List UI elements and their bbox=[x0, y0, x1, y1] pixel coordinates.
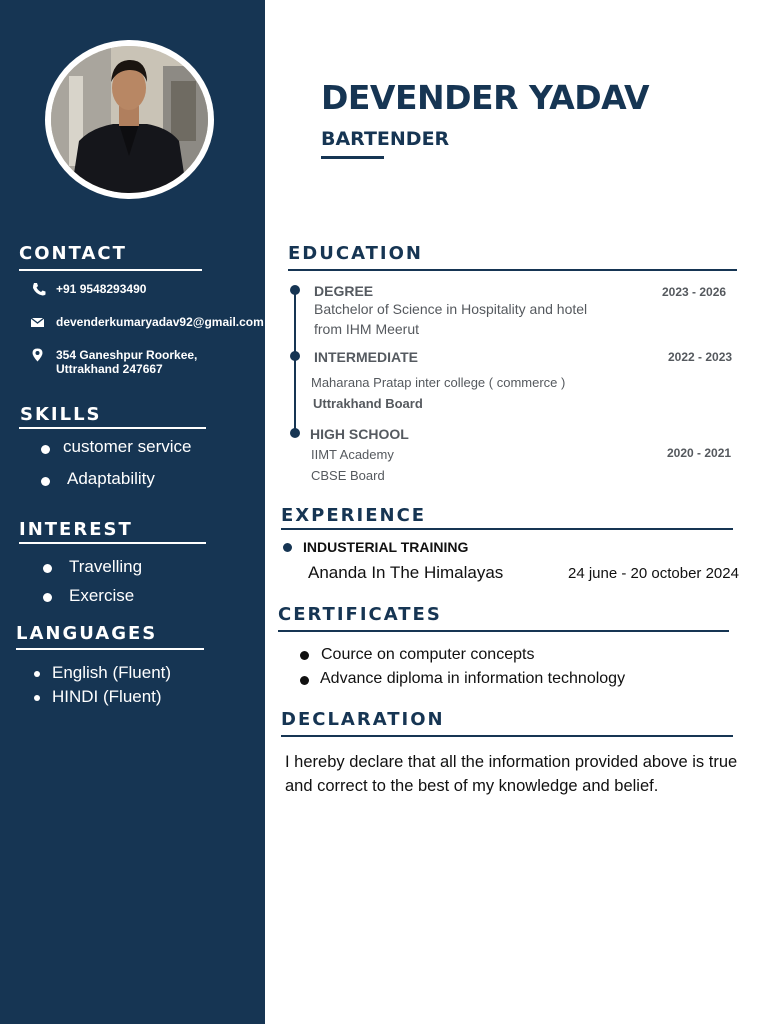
edu-intermediate-title: INTERMEDIATE bbox=[314, 349, 418, 365]
skills-heading: SKILLS bbox=[20, 404, 102, 425]
certificate-item: Cource on computer concepts bbox=[321, 646, 535, 663]
address-line-2: Uttrakhand 247667 bbox=[56, 362, 163, 376]
contact-divider bbox=[19, 269, 202, 271]
edu-intermediate-line-2: Uttrakhand Board bbox=[313, 396, 423, 411]
contact-heading: CONTACT bbox=[19, 243, 127, 264]
profile-photo bbox=[51, 46, 208, 193]
edu-degree-title: DEGREE bbox=[314, 283, 374, 299]
address-text bbox=[56, 348, 197, 376]
edu-degree-line-2: from IHM Meerut bbox=[314, 321, 420, 337]
edu-highschool-years: 2020 - 2021 bbox=[667, 446, 732, 460]
bullet-dot bbox=[34, 695, 40, 701]
experience-title: INDUSTERIAL TRAINING bbox=[303, 539, 469, 555]
certificates-heading: CERTIFICATES bbox=[278, 604, 442, 625]
contact-phone bbox=[30, 282, 146, 296]
location-pin-icon bbox=[30, 348, 48, 362]
edu-highschool-line-2: CBSE Board bbox=[311, 468, 385, 483]
skill-item: Adaptability bbox=[67, 469, 155, 489]
contact-address bbox=[30, 348, 197, 376]
full-name: DEVENDER YADAV bbox=[321, 78, 649, 117]
edu-intermediate-years: 2022 - 2023 bbox=[668, 350, 733, 364]
certificate-bullet bbox=[300, 651, 309, 660]
bullet-dot bbox=[43, 593, 52, 602]
language-item: English (Fluent) bbox=[52, 663, 171, 683]
declaration-divider bbox=[281, 735, 733, 737]
declaration-heading: DECLARATION bbox=[281, 709, 445, 730]
job-title-underline bbox=[321, 156, 384, 159]
languages-divider bbox=[16, 648, 204, 650]
education-timeline bbox=[294, 289, 296, 433]
phone-icon bbox=[30, 282, 48, 296]
interest-item: Exercise bbox=[69, 586, 134, 606]
interest-heading: INTEREST bbox=[19, 519, 133, 540]
skills-divider bbox=[19, 427, 206, 429]
bullet-dot bbox=[43, 564, 52, 573]
language-item: HINDI (Fluent) bbox=[52, 687, 162, 707]
profile-photo-frame bbox=[45, 40, 214, 199]
edu-highschool-title: HIGH SCHOOL bbox=[310, 426, 409, 442]
declaration-text: I hereby declare that all the information provided above is true and correct to the best of my knowledge and belief. bbox=[285, 753, 738, 795]
languages-heading: LANGUAGES bbox=[16, 623, 158, 644]
bullet-dot bbox=[41, 445, 50, 454]
contact-email bbox=[30, 315, 264, 329]
certificates-divider bbox=[278, 630, 729, 632]
timeline-dot bbox=[290, 285, 300, 295]
certificate-item: Advance diploma in information technology bbox=[320, 670, 626, 687]
interest-item: Travelling bbox=[69, 557, 142, 577]
edu-highschool-line-1: IIMT Academy bbox=[311, 447, 394, 462]
education-divider bbox=[288, 269, 737, 271]
person-photo-icon bbox=[51, 46, 208, 193]
address-line-1: 354 Ganeshpur Roorkee, bbox=[56, 348, 198, 362]
sidebar bbox=[0, 0, 265, 1024]
bullet-dot bbox=[34, 671, 40, 677]
phone-text: +91 9548293490 bbox=[56, 282, 147, 296]
timeline-dot bbox=[290, 351, 300, 361]
education-heading: EDUCATION bbox=[288, 243, 423, 264]
job-title: BARTENDER bbox=[321, 128, 450, 150]
edu-degree-years: 2023 - 2026 bbox=[662, 285, 727, 299]
experience-heading: EXPERIENCE bbox=[281, 505, 427, 526]
mail-icon bbox=[30, 315, 48, 329]
experience-place: Ananda In The Himalayas bbox=[308, 563, 504, 582]
experience-bullet bbox=[283, 543, 292, 552]
email-text: devenderkumaryadav92@gmail.com bbox=[56, 315, 264, 329]
edu-intermediate-line-1: Maharana Pratap inter college ( commerce ) bbox=[311, 375, 566, 390]
timeline-dot bbox=[290, 428, 300, 438]
edu-degree-line-1: Batchelor of Science in Hospitality and hotel bbox=[314, 301, 588, 317]
interest-divider bbox=[19, 542, 206, 544]
bullet-dot bbox=[41, 477, 50, 486]
certificate-bullet bbox=[300, 676, 309, 685]
skill-item: customer service bbox=[63, 437, 191, 457]
experience-divider bbox=[281, 528, 733, 530]
experience-dates: 24 june - 20 october 2024 bbox=[568, 565, 739, 582]
